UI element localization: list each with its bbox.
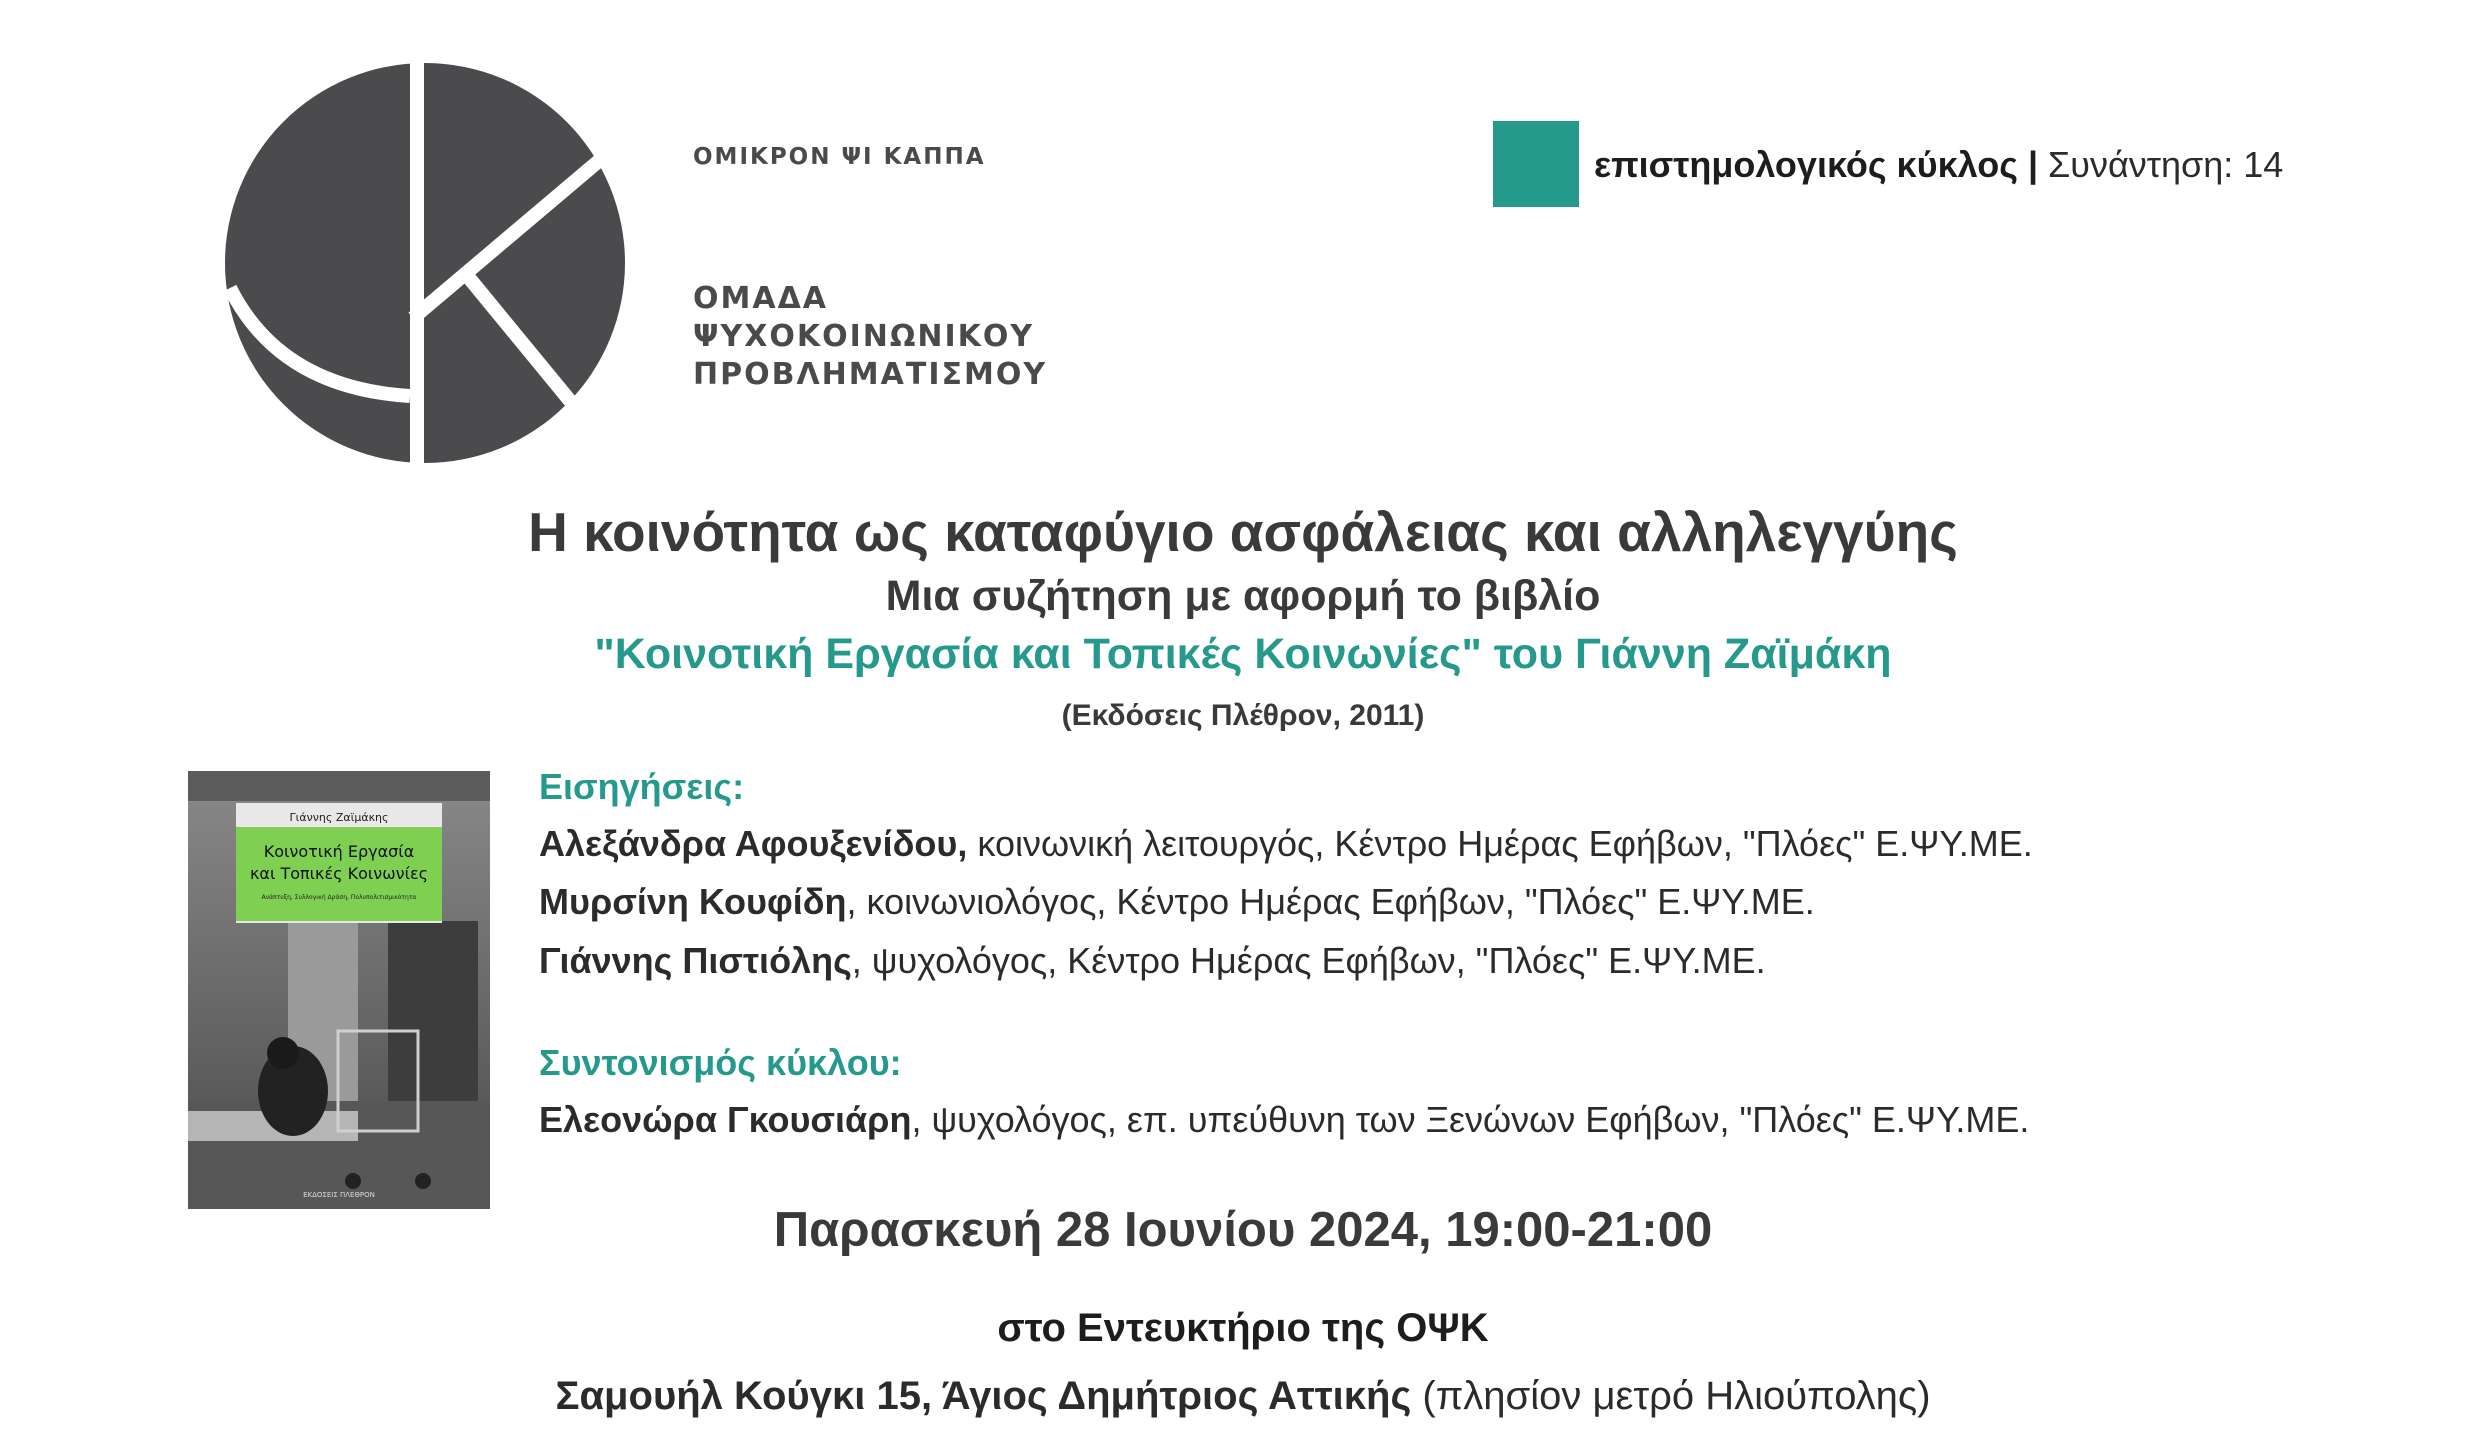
org-full-name <box>693 280 1047 394</box>
cycle-meeting-line <box>1594 144 2283 186</box>
speaker-role: κοινωνική λειτουργός, Κέντρο Ημέρας Εφήβων, "Πλόες" Ε.ΨΥ.ΜΕ. <box>967 823 2033 864</box>
book-title: "Κοινοτική Εργασία και Τοπικές Κοινωνίες" του Γιάννη Ζαϊμάκη <box>594 630 1892 678</box>
org-name-line: ΟΜΑΔΑ <box>693 281 829 316</box>
book-publisher: (Εκδόσεις Πλέθρον, 2011) <box>1061 699 1425 732</box>
event-date: Παρασκευή 28 Ιουνίου 2024, 19:00-21:00 <box>773 1203 1713 1257</box>
coordination-heading: Συντονισμός κύκλου: <box>539 1042 902 1083</box>
speaker-entry <box>539 881 1815 923</box>
coordinator-role: , ψυχολόγος, επ. υπεύθυνη των Ξενώνων Εφήβων, "Πλόες" Ε.ΨΥ.ΜΕ. <box>911 1099 2030 1140</box>
cover-subtitle: Ανάπτυξη, Συλλογική Δράση, Πολυπολιτισμικότητα <box>261 894 417 901</box>
cover-publisher: ΕΚΔΟΣΕΙΣ ΠΛΕΘΡΟΝ <box>303 1191 375 1199</box>
book-cover-image <box>188 771 490 1209</box>
address-street: Σαμουήλ Κούγκι 15, Άγιος Δημήτριος Αττικής <box>555 1374 1412 1418</box>
speaker-role: , ψυχολόγος, Κέντρο Ημέρας Εφήβων, "Πλόες" Ε.ΨΥ.ΜΕ. <box>851 940 1766 981</box>
cover-author: Γιάννης Ζαϊμάκης <box>289 811 389 824</box>
speaker-role: , κοινωνιολόγος, Κέντρο Ημέρας Εφήβων, "Πλόες" Ε.ΨΥ.ΜΕ. <box>846 881 1815 922</box>
event-address <box>0 1374 2486 1419</box>
speaker-entry <box>539 940 1766 982</box>
meeting-number: Συνάντηση: 14 <box>2048 144 2284 185</box>
org-name-line: ΨΥΧΟΚΟΙΝΩΝΙΚΟΥ <box>693 319 1035 354</box>
cover-title-line: Κοινοτική Εργασία <box>263 842 415 861</box>
event-subtitle: Μια συζήτηση με αφορμή το βιβλίο <box>885 572 1601 620</box>
event-venue: στο Εντευκτήριο της ΟΨΚ <box>997 1306 1489 1350</box>
speaker-name: Γιάννης Πιστιόλης <box>539 940 852 981</box>
speaker-name: Μυρσίνη Κουφίδη <box>539 881 847 922</box>
cycle-label: επιστημολογικός κύκλος <box>1594 144 2018 185</box>
coordinator-name: Ελεονώρα Γκουσιάρη <box>539 1099 912 1140</box>
speaker-name: Αλεξάνδρα Αφουξενίδου, <box>539 823 968 864</box>
accent-square <box>1493 121 1579 207</box>
speaker-entry <box>539 823 2033 865</box>
opsik-logo <box>220 58 630 468</box>
org-short-name: ΟΜΙΚΡΟΝ ΨΙ ΚΑΠΠΑ <box>693 144 986 170</box>
coordinator-entry <box>539 1099 2029 1141</box>
separator: | <box>2027 144 2039 185</box>
event-title: Η κοινότητα ως καταφύγιο ασφάλειας και αλληλεγγύης <box>528 501 1958 563</box>
org-name-line: ΠΡΟΒΛΗΜΑΤΙΣΜΟΥ <box>693 357 1048 392</box>
speakers-heading: Εισηγήσεις: <box>539 766 745 807</box>
cover-title-line: και Τοπικές Κοινωνίες <box>249 864 429 883</box>
address-note: (πλησίον μετρό Ηλιούπολης) <box>1411 1374 1931 1418</box>
